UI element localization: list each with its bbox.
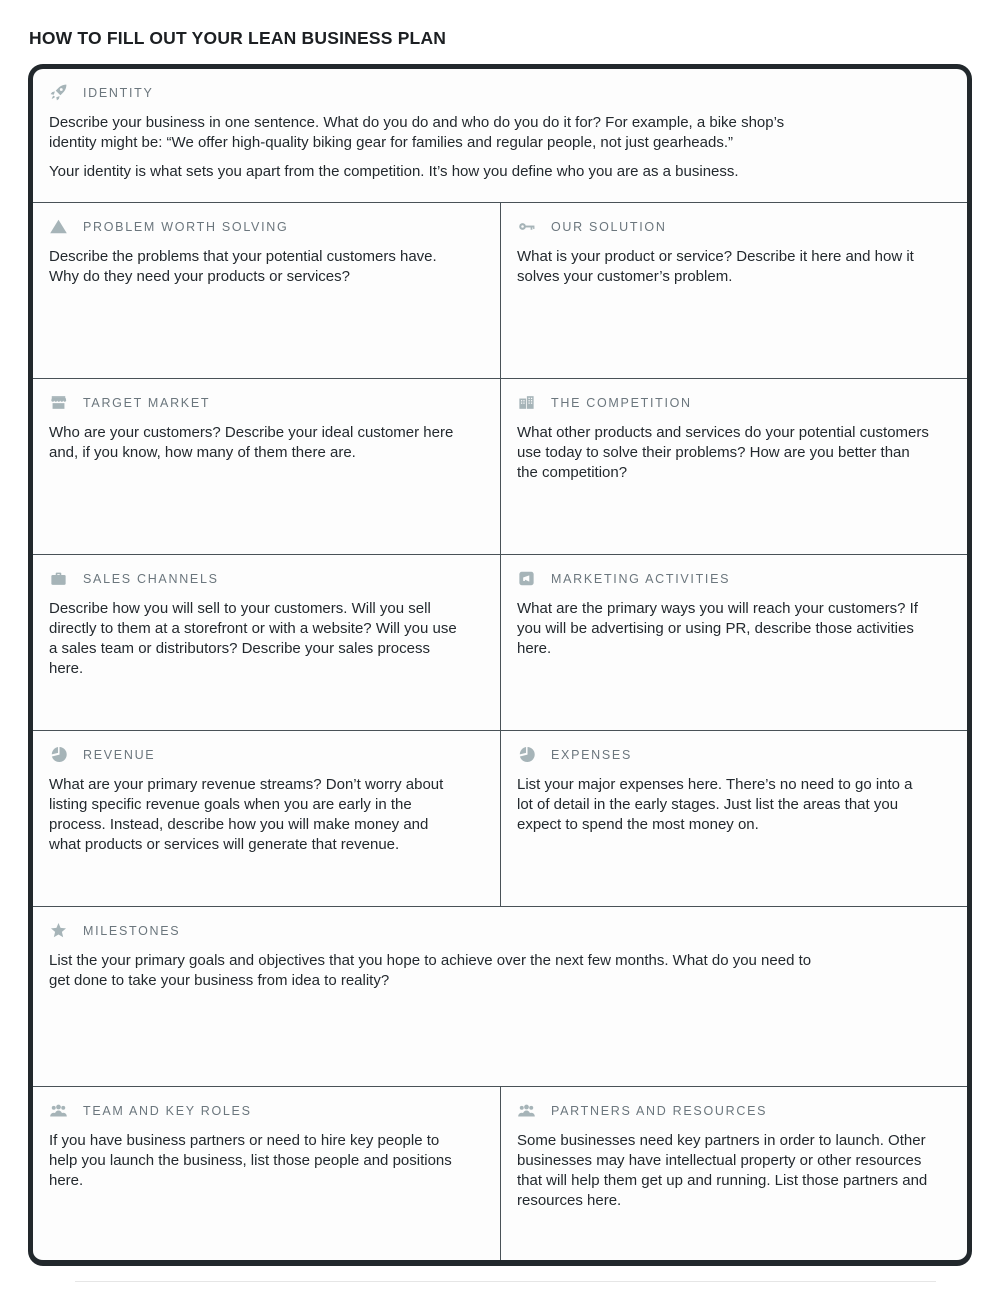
section-target-market-header (49, 393, 484, 412)
partners-text: Some businesses need key partners in order to launch. Other businesses may have intellectual property or other resources that will help them get up and running. List those partners and resources here. (517, 1132, 928, 1210)
plan-card (28, 64, 972, 1266)
briefcase-icon (49, 569, 68, 588)
section-sales-label: SALES CHANNELS (83, 571, 219, 586)
section-expenses (500, 731, 967, 906)
section-identity (33, 69, 967, 202)
key-icon (517, 217, 536, 236)
identity-paragraph-1: Describe your business in one sentence. What do you do and who do you do it for? For example, a bike shop’s identity might be: “We offer high-quality biking gear for families and regular people, not just gearheads.” (49, 114, 785, 152)
buildings-icon (517, 393, 536, 412)
identity-paragraph-2: Your identity is what sets you apart from the competition. It’s how you define who you are as a business. (49, 163, 739, 181)
section-target-market (33, 379, 500, 554)
row-market-competition (33, 378, 967, 554)
section-solution-header (517, 217, 951, 236)
section-milestones-header (49, 921, 951, 940)
section-partners-header (517, 1101, 951, 1120)
row-team-partners (33, 1086, 967, 1260)
section-competition-label: THE COMPETITION (551, 395, 692, 410)
storefront-icon (49, 393, 68, 412)
pie-chart-icon (49, 745, 68, 764)
expenses-text: List your major expenses here. There’s no need to go into a lot of detail in the early stages. Just list the areas that you expect to spend the most money on. (517, 776, 913, 834)
row-problem-solution (33, 202, 967, 378)
problem-text: Describe the problems that your potential customers have. Why do they need your products or services? (49, 248, 437, 286)
section-partners-and-resources (500, 1087, 967, 1260)
section-identity-label: IDENTITY (83, 85, 154, 100)
section-target-market-label: TARGET MARKET (83, 395, 211, 410)
section-solution-label: OUR SOLUTION (551, 219, 667, 234)
warning-triangle-icon (49, 217, 68, 236)
rocket-icon (49, 83, 68, 102)
section-problem-label: PROBLEM WORTH SOLVING (83, 219, 289, 234)
megaphone-icon (517, 569, 536, 588)
section-marketing-activities (500, 555, 967, 730)
milestones-text: List the your primary goals and objectives that you hope to achieve over the next few months. What do you need to get done to take your business from idea to reality? (49, 952, 812, 990)
section-sales-header (49, 569, 484, 588)
section-expenses-label: EXPENSES (551, 747, 632, 762)
section-team-and-key-roles (33, 1087, 500, 1260)
users-icon (49, 1101, 68, 1120)
competition-text: What other products and services do your potential customers use today to solve their problems? How are you better than the competition? (517, 424, 929, 482)
page-title: HOW TO FILL OUT YOUR LEAN BUSINESS PLAN (29, 28, 447, 48)
solution-text: What is your product or service? Describe it here and how it solves your customer’s problem. (517, 248, 914, 286)
section-team-label: TEAM AND KEY ROLES (83, 1103, 252, 1118)
row-sales-marketing (33, 554, 967, 730)
row-revenue-expenses (33, 730, 967, 906)
section-marketing-header (517, 569, 951, 588)
revenue-text: What are your primary revenue streams? Don’t worry about listing specific revenue goals when you are early in the process. Instead, describe how you will make money and what products or services will generate that revenue. (49, 776, 444, 854)
section-revenue (33, 731, 500, 906)
section-milestones (33, 906, 967, 1086)
star-icon (49, 921, 68, 940)
section-identity-header (49, 83, 951, 102)
section-milestones-label: MILESTONES (83, 923, 181, 938)
marketing-text: What are the primary ways you will reach your customers? If you will be advertising or using PR, describe those activities here. (517, 600, 918, 658)
section-sales-channels (33, 555, 500, 730)
page-bottom-rule (75, 1281, 936, 1282)
section-team-header (49, 1101, 484, 1120)
target-market-text: Who are your customers? Describe your ideal customer here and, if you know, how many of them there are. (49, 424, 454, 462)
section-marketing-label: MARKETING ACTIVITIES (551, 571, 731, 586)
section-partners-label: PARTNERS AND RESOURCES (551, 1103, 768, 1118)
team-text: If you have business partners or need to hire key people to help you launch the business, list those people and positions here. (49, 1132, 452, 1190)
sales-channels-text: Describe how you will sell to your customers. Will you sell directly to them at a storefront or with a website? Will you use a sales team or distributors? Describe your sales process here. (49, 600, 457, 678)
section-expenses-header (517, 745, 951, 764)
users-icon (517, 1101, 536, 1120)
section-our-solution (500, 203, 967, 378)
section-problem-header (49, 217, 484, 236)
pie-chart-icon (517, 745, 536, 764)
section-revenue-label: REVENUE (83, 747, 156, 762)
section-competition-header (517, 393, 951, 412)
section-revenue-header (49, 745, 484, 764)
section-the-competition (500, 379, 967, 554)
section-problem-worth-solving (33, 203, 500, 378)
